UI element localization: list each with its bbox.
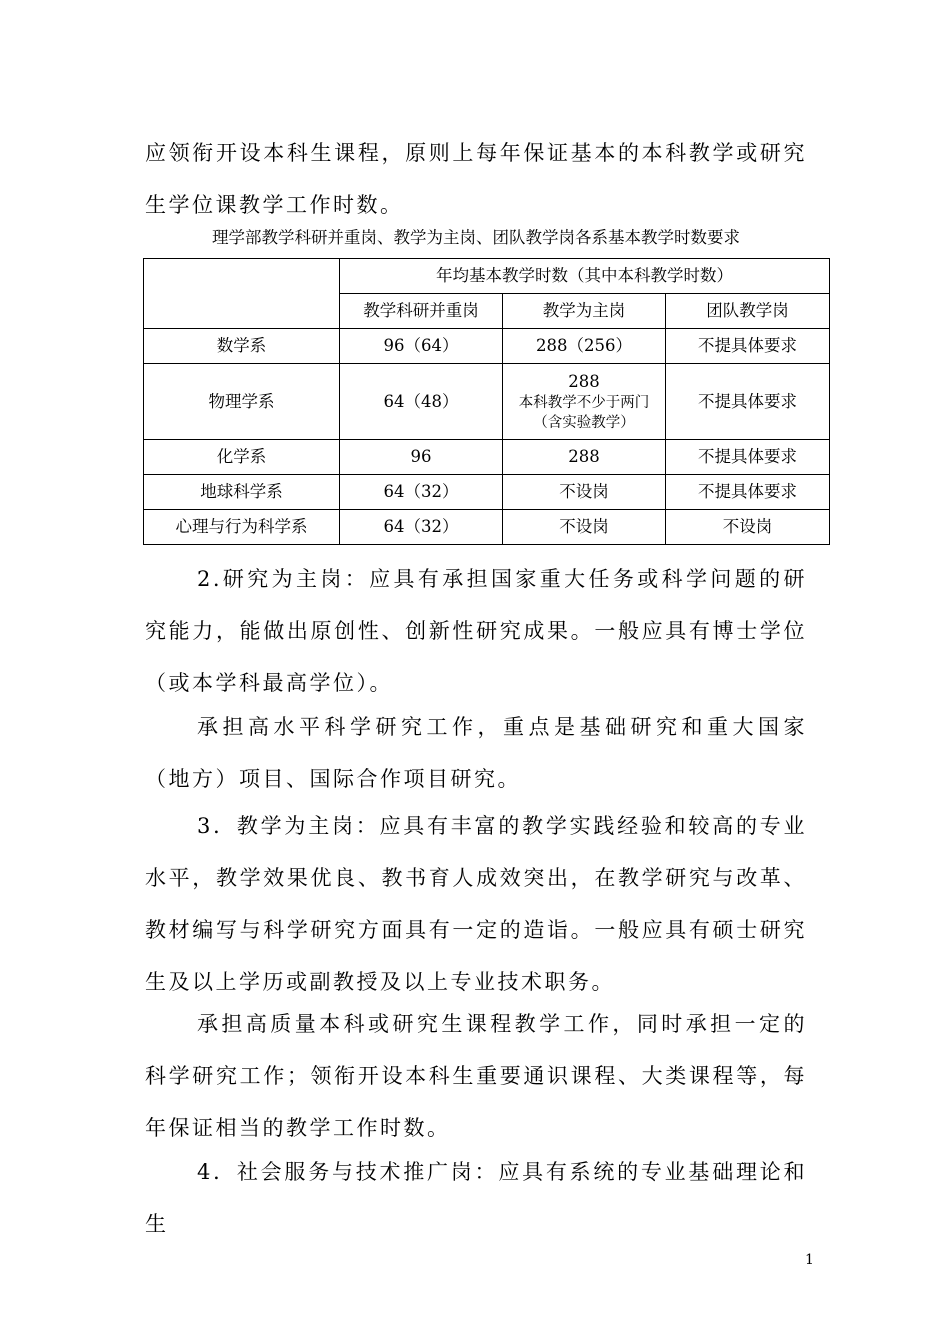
teaching-hours-table xyxy=(143,258,830,545)
table-header-row xyxy=(144,259,830,294)
table-cell: 不提具体要求 xyxy=(666,329,830,364)
table-cell: 64（32） xyxy=(340,475,503,510)
table-cell: 96 xyxy=(340,440,503,475)
dept-cell: 地球科学系 xyxy=(144,475,340,510)
paragraph-service-post: 4．社会服务与技术推广岗：应具有系统的专业基础理论和生 xyxy=(145,1160,807,1236)
dept-cell: 化学系 xyxy=(144,440,340,475)
paragraph-teaching-post: 3．教学为主岗：应具有丰富的教学实践经验和较高的专业水平，教学效果优良、教书育人成效突出，在教学研究与改革、教材编写与科学研究方面具有一定的造诣。一般应具有硕士研究生及以上学历或副教授及以上专业技术职务。 xyxy=(145,814,807,994)
paragraph-research-duties: 承担高水平科学研究工作，重点是基础研究和重大国家（地方）项目、国际合作项目研究。 xyxy=(145,715,807,791)
paragraph-research-post: 2.研究为主岗：应具有承担国家重大任务或科学问题的研究能力，能做出原创性、创新性研究成果。一般应具有博士学位（或本学科最高学位）。 xyxy=(145,567,807,695)
group-header-cell: 年均基本教学时数（其中本科教学时数） xyxy=(340,259,830,294)
table-row xyxy=(144,329,830,364)
table-cell-multiline xyxy=(503,364,666,440)
dept-cell: 物理学系 xyxy=(144,364,340,440)
dept-cell: 数学系 xyxy=(144,329,340,364)
paragraph-continuation: 应领衔开设本科生课程，原则上每年保证基本的本科教学或研究生学位课教学工作时数。 xyxy=(145,141,807,217)
table-cell: 不设岗 xyxy=(666,510,830,545)
table-corner-cell xyxy=(144,259,340,329)
cell-value: 288 xyxy=(568,371,600,391)
cell-note: 本科教学不少于两门（含实验教学） xyxy=(518,394,650,431)
col-header: 教学科研并重岗 xyxy=(340,294,503,329)
table-row xyxy=(144,475,830,510)
page-number: 1 xyxy=(805,1252,814,1268)
table-cell: 288 xyxy=(503,440,666,475)
col-header: 教学为主岗 xyxy=(503,294,666,329)
table-cell: 不设岗 xyxy=(503,475,666,510)
table-row xyxy=(144,364,830,440)
table-cell: 96（64） xyxy=(340,329,503,364)
table-cell: 不提具体要求 xyxy=(666,475,830,510)
table-row xyxy=(144,510,830,545)
col-header: 团队教学岗 xyxy=(666,294,830,329)
table-cell: 不提具体要求 xyxy=(666,440,830,475)
paragraph-teaching-duties: 承担高质量本科或研究生课程教学工作，同时承担一定的科学研究工作；领衔开设本科生重要通识课程、大类课程等，每年保证相当的教学工作时数。 xyxy=(145,1012,807,1140)
table-caption: 理学部教学科研并重岗、教学为主岗、团队教学岗各系基本教学时数要求 xyxy=(212,228,740,247)
dept-cell: 心理与行为科学系 xyxy=(144,510,340,545)
table-row xyxy=(144,440,830,475)
table-cell: 64（48） xyxy=(340,364,503,440)
table-cell: 288（256） xyxy=(503,329,666,364)
table-cell: 不设岗 xyxy=(503,510,666,545)
table-cell: 不提具体要求 xyxy=(666,364,830,440)
table-cell: 64（32） xyxy=(340,510,503,545)
